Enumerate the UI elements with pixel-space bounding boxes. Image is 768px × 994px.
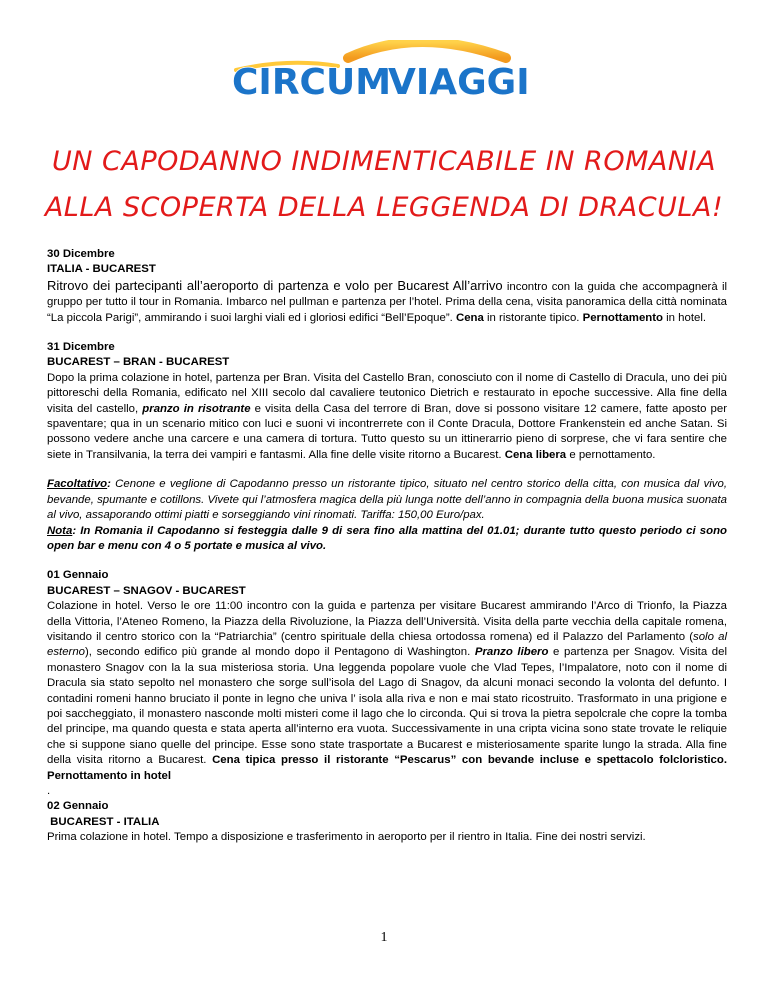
day-3-text-3: e partenza per Snagov. Visita del monastero Snagov con la la sua misteriosa storia. Una leggenda popolare vuole che Vlad Tepes, l’Impalatore, noto con il nome di Dracula sia stato sepolto nel monastero che sorge sull’isola del Lago di Snagov, da alcuni monaci secondo la volonta del defunto. I contadini romeni hanno bruciato il ponte in legno che univa l’ isola alla riva e non e mai stato ricostruito. Trasformato in una prigione e poi saccheggiato, il monastero nasconde molti misteri come il lago che lo circonda. Qui si trova la pietra sepolcrale che copre la tomba del principe, ma quando questa e stata aperta all’interno era vuota. Successivamente in una cripta vicina sono state trovate le reliquie che si suppone siano quelle del principe. Esse sono state trasportate a Bucarest e misteriosamente sparite lungo la strada. Alla fine della visita ritorno a Bucarest. [47,646,727,767]
optional-section [47,477,727,554]
circumviaggi-logo [228,40,540,100]
day-1-description [47,278,727,326]
day-1-section [47,247,727,326]
day-2-pranzo: pranzo in risotrante [142,402,251,415]
day-1-lead: Ritrovo dei partecipanti all’aeroporto di partenza e volo per Bucarest All’arrivo [47,277,503,293]
day-4-section [47,799,727,845]
day-2-text-2: e visita della Casa del terrore di Bran, dove si possono visitare 12 camere, fatte aposto per spaventare; qua in un scenario mitico con luci e suoni vi incontrerrete con il Conte Dracula, Dottore Frankenstein ed anche Satan. Si possono vedere anche una carcere e una camera di tortura. Tutto questo su un ittinerarrio pieno di sorprese, che vi fara sentire che siete in Transilvania, la terra dei vampiri e fantasmi. Alla fine delle visite ritorno a Bucarest. [47,402,727,461]
day-1-date: 30 Dicembre [47,248,115,260]
optional-text: Cenone e veglione di Capodanno presso un ristorante tipico, situato nel centro storico della citta, con musica dal vivo, bevande, spumante e cotillons. Vivete qui l’atmosfera magica della più lunga notte dell’anno in compagnia della buona musica suonata al vivo, assaporando ottimi piatti e sorseggiando vini rinomati. Tariffa: 150,00 Euro/pax. [47,478,727,522]
day-2-cena-libera: Cena libera [504,448,567,461]
day-3-text-2: ), secondo edifico più grande al mondo dopo il Pentagono di Washington. [85,646,475,659]
stray-dot: . [47,785,51,797]
day-2-route: BUCAREST – BRAN - BUCAREST [47,356,230,369]
logo-text-left: CIRCUM [232,62,392,100]
logo-text-right: VIAGGI [388,62,530,100]
optional-description [47,477,727,523]
optional-colon: : [107,478,111,491]
day-2-text-3: e pernottamento. [566,448,656,461]
day-1-text: incontro con la guida che accompagnerà il gruppo per tutto il tour in Romania. Imbarco nel pullman e partenza per l’hotel. Prima della cena, visita panoramica della città nominata “La piccola Parigi”, ammirando i suoi larghi viali ed i gloriosi edifici “Bell’Epoque”. [47,280,728,324]
day-1-cena: Cena [455,311,484,324]
day-3-text: Colazione in hotel. Verso le ore 11:00 incontro con la guida e partenza per visitare Bucarest ammirando l’Arco di Trionfo, la Piazza della Vittoria, l’Ateneo Romeno, la Piazza della Rivoluzione, la Piazza dell’Università. Visita della parte vecchia della capitale romena, visitando il centro storico con la “Patriarchia” (centro spirituale della chiesa ortodossa romena) ed il Palazzo del Parlamento ( [47,600,727,643]
page-number: 1 [380,930,388,945]
day-1-text-2: in ristorante tipico. [483,311,583,324]
optional-label: Facoltativo [47,478,108,491]
day-3-route: BUCAREST – SNAGOV - BUCAREST [47,584,246,597]
day-2-description [47,371,727,463]
day-3-date: 01 Gennaio [47,569,109,582]
note-paragraph [47,524,727,555]
day-2-date: 31 Dicembre [47,341,115,354]
day-3-solo-esterno: solo al esterno [47,630,727,659]
day-1-pernottamento: Pernottamento [582,311,663,324]
note-text: : In Romania il Capodanno si festeggia dalle 9 di sera fino alla mattina del 01.01; durante tutto questo periodo ci sono open bar e menu con 4 o 5 portate e musica al vivo. [47,524,727,552]
day-3-cena-tipica: Cena tipica presso il ristorante “Pescarus” con bevande incluse e spettacolo folcloristico. Pernottamento in hotel [47,754,727,782]
headline-line-2: ALLA SCOPERTA DELLA LEGGENDA DI DRACULA! [44,192,724,223]
day-3-section [47,568,727,799]
note-label: Nota [47,524,73,537]
day-1-route: ITALIA - BUCAREST [47,263,156,276]
headline-line-1: UN CAPODANNO INDIMENTICABILE IN ROMANIA [52,146,716,177]
day-2-section [47,340,727,463]
day-3-pranzo-libero: Pranzo libero [474,646,549,659]
day-3-description [47,599,727,784]
day-1-text-3: in hotel. [662,311,707,324]
day-4-description: Prima colazione in hotel. Tempo a disposizione e trasferimento in aeroporto per il rientro in Italia. Fine dei nostri servizi. [47,831,646,844]
day-4-date: 02 Gennaio [47,800,109,813]
day-2-text: Dopo la prima colazione in hotel, partenza per Bran. Visita del Castello Bran, conosciuto con il nome di Castello di Dracula, uno dei più pittoreschi della Romania, edificato nel XIII secolo dal cavaliere teutonico Dietrich e restaurato in epoche successive. Alla fine della visita del castello, [47,371,727,415]
day-4-route: BUCAREST - ITALIA [47,815,160,828]
itinerary [47,247,727,846]
